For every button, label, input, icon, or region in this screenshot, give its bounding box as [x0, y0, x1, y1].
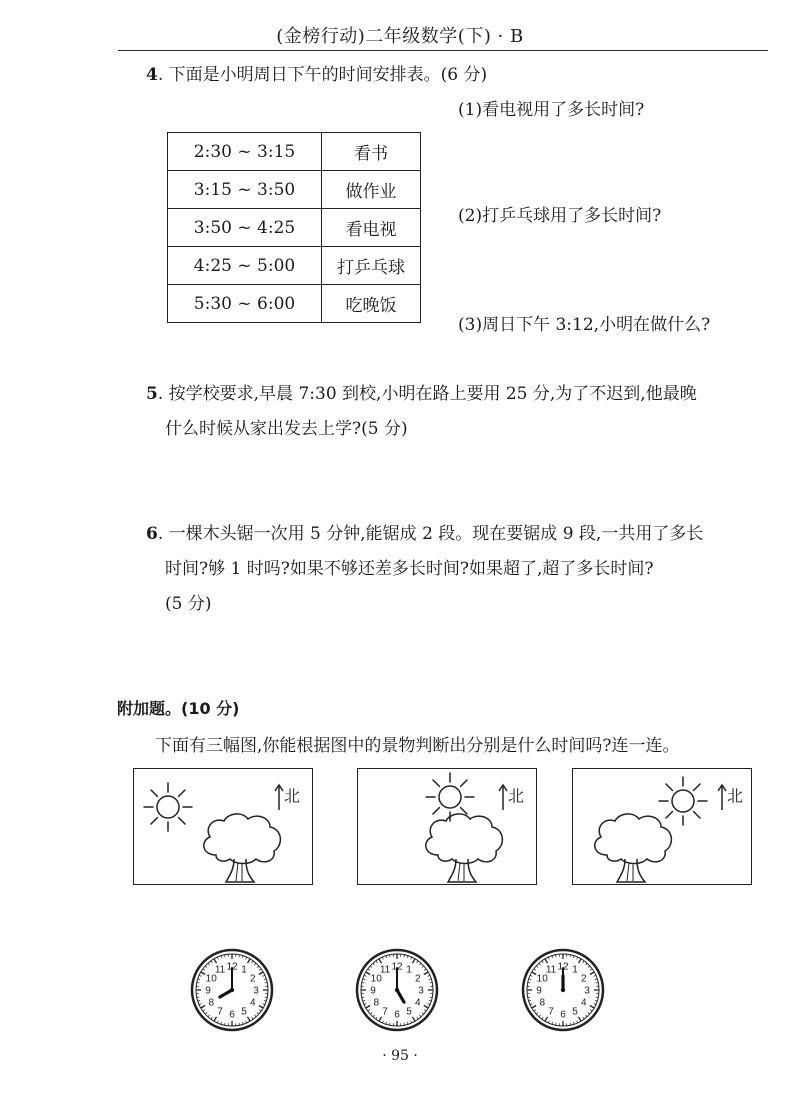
clock-tick [248, 959, 251, 963]
clock-tick [363, 1000, 365, 1001]
clock-tick [430, 997, 432, 998]
clock-tick [529, 1000, 531, 1001]
bonus-title: 附加题。(10 分) [117, 699, 240, 718]
clock-tick [225, 1023, 226, 1025]
schedule-row [168, 171, 421, 209]
clock-tick [203, 1010, 205, 1011]
clock-tick [373, 1015, 375, 1017]
clock-tick [534, 969, 536, 970]
schedule-time: 3:50 ~ 4:25 [168, 209, 322, 247]
clock-tick [539, 1015, 541, 1017]
tree-icon [587, 811, 677, 883]
clock-number: 1 [241, 964, 247, 976]
clock-tick [570, 1023, 571, 1025]
clock-number: 12 [226, 961, 238, 973]
clock-number: 9 [205, 985, 211, 997]
clock-tick [585, 1015, 587, 1017]
tree-icon [196, 811, 286, 883]
clock-tick [252, 961, 253, 963]
clock-tick [413, 1017, 416, 1021]
clock-tick [198, 979, 200, 980]
question-6 [146, 519, 703, 544]
question-5-number: 5 [146, 384, 158, 404]
clock-tick [197, 983, 199, 984]
clock-tick [390, 955, 391, 957]
schedule-activity: 做作业 [322, 171, 421, 209]
clock-tick [407, 1022, 408, 1024]
clock-tick [429, 979, 431, 980]
clock-tick [248, 1017, 251, 1021]
page-header: (金榜行动)二年级数学(下) · B [276, 26, 524, 47]
clock-tick [596, 983, 598, 984]
clock-number: 10 [370, 973, 382, 985]
clock-tick [376, 961, 377, 963]
clock-tick [203, 969, 205, 970]
clock-number: 3 [584, 985, 590, 997]
clock-number: 4 [249, 997, 256, 1009]
clock-tick [368, 1010, 370, 1011]
clock-tick [424, 1010, 426, 1011]
clock-tick [205, 966, 207, 968]
clock-tick [573, 1022, 574, 1024]
clock-number: 3 [418, 985, 424, 997]
clock-tick [382, 1021, 383, 1023]
clock-tick [197, 997, 199, 998]
clock-number: 5 [406, 1006, 412, 1018]
clock-tick [413, 959, 416, 963]
clock-tick [528, 983, 530, 984]
clock-tick [556, 1023, 557, 1025]
clock-tick [579, 1017, 582, 1021]
schedule-row [168, 133, 421, 171]
schedule-activity: 看书 [322, 133, 421, 171]
clock-tick [539, 963, 541, 965]
schedule-activity: 看电视 [322, 209, 421, 247]
clock-number: 6 [229, 1009, 235, 1021]
clock-tick [594, 975, 596, 976]
clock-number: 7 [382, 1006, 388, 1018]
clock-tick [259, 1010, 261, 1011]
clock-tick [242, 1022, 243, 1024]
clock-number: 7 [217, 1006, 223, 1018]
schedule-row [168, 285, 421, 323]
clock-center [395, 988, 399, 992]
clock-tick [376, 1017, 377, 1019]
sun-icon [138, 777, 198, 837]
clock-number: 10 [205, 973, 217, 985]
clock-tick [211, 961, 212, 963]
question-6-line2: 时间?够 1 时吗?如果不够还差多长时间?如果超了,超了多长时间? [165, 559, 654, 579]
clock-number: 12 [391, 961, 403, 973]
clock-tick [532, 972, 536, 975]
clock-tick [577, 957, 578, 959]
clock-tick [595, 1000, 597, 1001]
clock-number: 10 [536, 973, 548, 985]
clock-tick [386, 1022, 387, 1024]
question-6-line1: . 一棵木头锯一次用 5 分钟,能锯成 2 段。现在要锯成 9 段,一共用了多长 [157, 524, 704, 544]
question-4-sub1: (1)看电视用了多长时间? [458, 100, 645, 120]
north-indicator [274, 783, 300, 811]
north-label: 北 [727, 786, 744, 806]
clock-tick [419, 963, 421, 965]
clock-2 [355, 948, 439, 1032]
clock-tick [552, 1022, 553, 1024]
clock-tick [386, 956, 387, 958]
clock-tick [407, 956, 408, 958]
clock-number: 7 [548, 1006, 554, 1018]
clock-tick [208, 1015, 210, 1017]
clock-number: 9 [536, 985, 542, 997]
clock-tick [595, 979, 597, 980]
clock-number: 9 [370, 985, 376, 997]
clock-tick [366, 972, 370, 975]
clock-tick [534, 1010, 536, 1011]
clock-tick [257, 966, 259, 968]
clock-tick [221, 956, 222, 958]
clock-number: 6 [560, 1009, 566, 1021]
clock-number: 12 [557, 961, 569, 973]
clock-tick [364, 975, 366, 976]
scene-2 [357, 768, 537, 885]
clock-tick [530, 975, 532, 976]
clock-tick [201, 972, 205, 975]
clock-tick [417, 1017, 418, 1019]
clock-tick [364, 1004, 366, 1005]
bonus-instruction: 下面有三幅图,你能根据图中的景物判断出分别是什么时间吗?连一连。 [155, 736, 680, 756]
clock-tick [366, 1006, 370, 1009]
schedule-activity: 吃晚饭 [322, 285, 421, 323]
clock-tick [532, 1006, 536, 1009]
clock-tick [570, 955, 571, 957]
clock-tick [208, 963, 210, 965]
clock-tick [594, 1004, 596, 1005]
clock-tick [590, 1006, 594, 1009]
clock-number: 6 [394, 1009, 400, 1021]
question-4-sub2: (2)打乒乓球用了多长时间? [458, 206, 662, 226]
clock-tick [225, 955, 226, 957]
clock-number: 8 [539, 997, 546, 1009]
clock-tick [379, 1017, 382, 1021]
clock-tick [542, 961, 543, 963]
question-4-sub3: (3)周日下午 3:12,小明在做什么? [458, 315, 711, 335]
clock-tick [545, 959, 548, 963]
clock-tick [362, 983, 364, 984]
clock-number: 2 [249, 973, 256, 985]
clock-tick [588, 966, 590, 968]
clock-tick [242, 956, 243, 958]
scene-1 [133, 768, 313, 885]
clock-number: 1 [572, 964, 578, 976]
clock-number: 5 [241, 1006, 247, 1018]
clock-number: 1 [406, 964, 412, 976]
schedule-time: 3:15 ~ 3:50 [168, 171, 322, 209]
clock-tick [428, 1004, 430, 1005]
clock-tick [370, 1012, 372, 1014]
clock-tick [428, 975, 430, 976]
clock-tick [556, 955, 557, 957]
clock-number: 2 [580, 973, 587, 985]
clock-tick [577, 1021, 578, 1023]
north-label: 北 [284, 786, 301, 806]
clock-tick [246, 957, 247, 959]
question-5-line2: 什么时候从家出发去上学?(5 分) [165, 419, 408, 439]
clock-tick [214, 1017, 217, 1021]
clock-tick [552, 956, 553, 958]
clock-center [230, 988, 234, 992]
clock-tick [422, 966, 424, 968]
clock-tick [199, 975, 201, 976]
question-5-line1: . 按学校要求,早晨 7:30 到校,小明在路上要用 25 分,为了不迟到,他最晚 [157, 384, 697, 404]
clock-tick [265, 983, 267, 984]
clock-tick [528, 997, 530, 998]
clock-number: 8 [208, 997, 215, 1009]
clock-tick [379, 959, 382, 963]
clock-tick [264, 1000, 266, 1001]
clock-tick [536, 1012, 538, 1014]
clock-tick [221, 1022, 222, 1024]
schedule-row [168, 209, 421, 247]
clock-tick [373, 963, 375, 965]
clock-tick [214, 959, 217, 963]
clock-tick [573, 956, 574, 958]
clock-tick [363, 979, 365, 980]
clock-tick [579, 959, 582, 963]
clock-tick [548, 957, 549, 959]
clock-number: 11 [214, 964, 226, 976]
north-label: 北 [508, 786, 525, 806]
schedule-activity: 打乒乓球 [322, 247, 421, 285]
page-number: · 95 · [382, 1048, 418, 1064]
north-indicator [498, 783, 524, 811]
clock-tick [239, 955, 240, 957]
clock-tick [217, 1021, 218, 1023]
clock-tick [265, 997, 267, 998]
clock-number: 2 [414, 973, 421, 985]
clock-number: 3 [253, 985, 259, 997]
clock-tick [246, 1021, 247, 1023]
north-indicator [717, 783, 743, 811]
clock-tick [529, 979, 531, 980]
scene-3 [572, 768, 752, 885]
clock-tick [205, 1012, 207, 1014]
clock-tick [382, 957, 383, 959]
clock-tick [239, 1023, 240, 1025]
clock-tick [545, 1017, 548, 1021]
clock-tick [254, 963, 256, 965]
clock-tick [596, 997, 598, 998]
question-6-line3: (5 分) [165, 594, 212, 614]
clock-tick [263, 975, 265, 976]
clock-tick [590, 969, 592, 970]
clock-number: 8 [373, 997, 380, 1009]
clock-tick [368, 969, 370, 970]
clock-tick [404, 1023, 405, 1025]
clock-tick [411, 1021, 412, 1023]
question-4 [146, 60, 487, 85]
clock-number: 4 [580, 997, 587, 1009]
clock-tick [430, 983, 432, 984]
clock-tick [362, 997, 364, 998]
clock-tick [419, 1015, 421, 1017]
clock-tick [590, 1010, 592, 1011]
clock-tick [404, 955, 405, 957]
question-4-text: . 下面是小明周日下午的时间安排表。(6 分) [157, 65, 488, 85]
clock-tick [588, 1012, 590, 1014]
clock-tick [259, 972, 263, 975]
clock-tick [583, 961, 584, 963]
schedule-time: 4:25 ~ 5:00 [168, 247, 322, 285]
clock-tick [264, 979, 266, 980]
clock-tick [259, 1006, 263, 1009]
clock-tick [370, 966, 372, 968]
clock-tick [411, 957, 412, 959]
clock-number: 11 [545, 964, 557, 976]
north-arrow-icon [717, 783, 727, 811]
clock-tick [417, 961, 418, 963]
question-5 [146, 379, 697, 404]
clock-1 [190, 948, 274, 1032]
clock-tick [211, 1017, 212, 1019]
clock-tick [422, 1012, 424, 1014]
schedule-time: 5:30 ~ 6:00 [168, 285, 322, 323]
clock-tick [198, 1000, 200, 1001]
clock-tick [424, 969, 426, 970]
clock-tick [542, 1017, 543, 1019]
schedule-table [167, 132, 421, 323]
clock-tick [590, 972, 594, 975]
clock-tick [254, 1015, 256, 1017]
clock-tick [536, 966, 538, 968]
north-arrow-icon [274, 783, 284, 811]
clock-tick [530, 1004, 532, 1005]
clock-number: 11 [379, 964, 391, 976]
clock-tick [201, 1006, 205, 1009]
clock-3 [521, 948, 605, 1032]
clock-number: 4 [414, 997, 421, 1009]
clock-tick [390, 1023, 391, 1025]
schedule-row [168, 247, 421, 285]
clock-tick [585, 963, 587, 965]
clock-tick [259, 969, 261, 970]
clock-center [561, 988, 565, 992]
clock-tick [429, 1000, 431, 1001]
question-4-number: 4 [146, 65, 158, 85]
schedule-time: 2:30 ~ 3:15 [168, 133, 322, 171]
clock-tick [263, 1004, 265, 1005]
clock-tick [217, 957, 218, 959]
clock-tick [424, 1006, 428, 1009]
header-rule [118, 50, 768, 51]
question-6-number: 6 [146, 524, 158, 544]
clock-tick [252, 1017, 253, 1019]
clock-tick [257, 1012, 259, 1014]
clock-number: 5 [572, 1006, 578, 1018]
tree-icon [418, 811, 508, 883]
clock-tick [548, 1021, 549, 1023]
clock-tick [199, 1004, 201, 1005]
clock-tick [424, 972, 428, 975]
north-arrow-icon [498, 783, 508, 811]
clock-tick [583, 1017, 584, 1019]
